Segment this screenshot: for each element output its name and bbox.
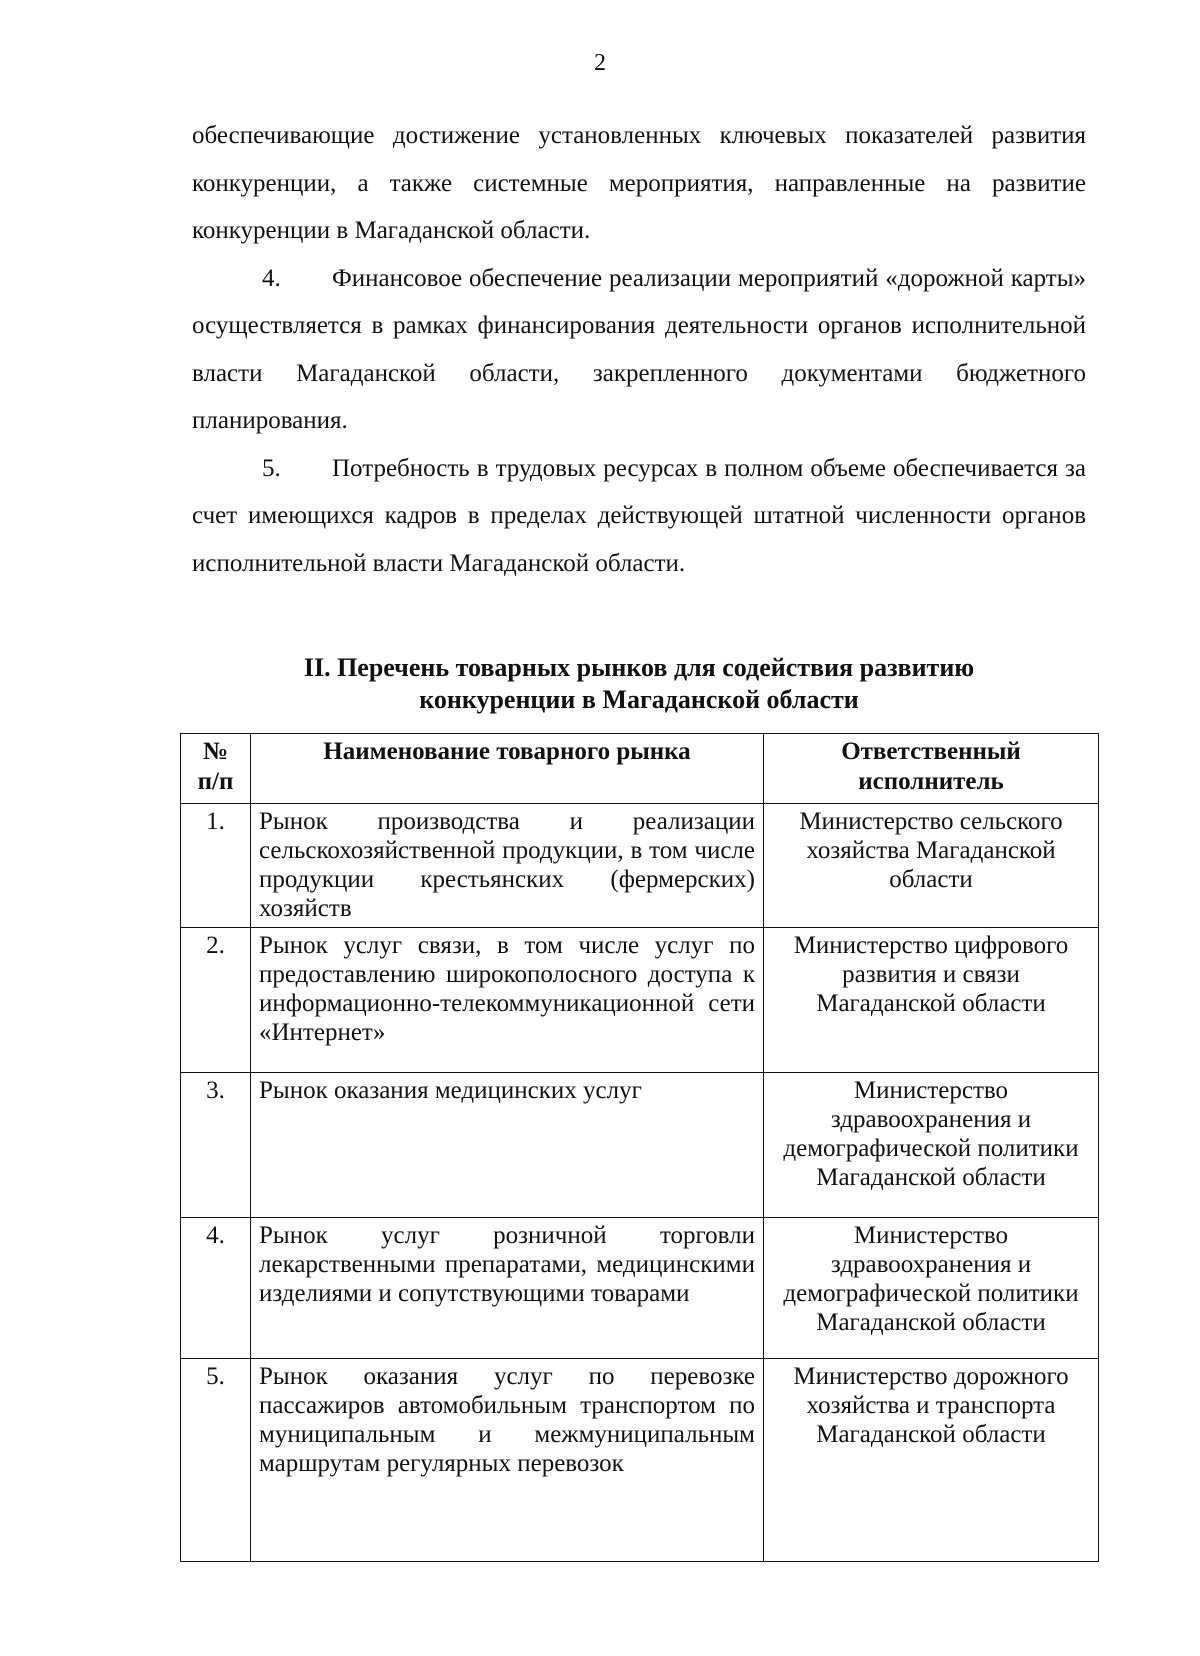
paragraph-text: Финансовое обеспечение реализации мероприятий «дорожной карты» осуществляется в рамках финансирования деятельности органов исполнительной власти Магаданской области, закрепленного документами бюджетного планирования. — [192, 264, 1086, 434]
table-row — [181, 1073, 1099, 1218]
table-header-row — [181, 734, 1099, 804]
row-number: 1. — [181, 804, 251, 928]
row-number: 5. — [181, 1359, 251, 1562]
header-market-name: Наименование товарного рынка — [251, 734, 764, 804]
responsible-executor: Министерство цифрового развития и связи Магаданской области — [764, 928, 1099, 1073]
header-executor: Ответственный исполнитель — [764, 734, 1099, 804]
header-number-line-1: № — [202, 738, 229, 765]
paragraph-4 — [192, 255, 1086, 445]
market-name: Рынок оказания услуг по перевозке пассажиров автомобильным транспортом по муниципальным и межмуниципальным маршрутам регулярных перевозок — [251, 1359, 764, 1562]
paragraph-text: обеспечивающие достижение установленных ключевых показателей развития конкуренции, а также системные мероприятия, направленные на развитие конкуренции в Магаданской области. — [192, 122, 1086, 244]
header-number-line-2: п/п — [197, 768, 234, 795]
responsible-executor: Министерство дорожного хозяйства и транспорта Магаданской области — [764, 1359, 1099, 1562]
row-number: 2. — [181, 928, 251, 1073]
paragraph-number: 5. — [262, 454, 281, 482]
row-number: 3. — [181, 1073, 251, 1218]
body-text — [192, 112, 1086, 587]
page-number: 2 — [594, 50, 606, 76]
row-number: 4. — [181, 1218, 251, 1359]
table-row — [181, 804, 1099, 928]
paragraph-continuation — [192, 112, 1086, 255]
section-heading — [192, 652, 1086, 716]
market-name: Рынок услуг связи, в том числе услуг по предоставлению широкополосного доступа к информационно-телекоммуникационной сети «Интернет» — [251, 928, 764, 1073]
responsible-executor: Министерство здравоохранения и демографической политики Магаданской области — [764, 1073, 1099, 1218]
responsible-executor: Министерство сельского хозяйства Магаданской области — [764, 804, 1099, 928]
table-row — [181, 928, 1099, 1073]
paragraph-text: Потребность в трудовых ресурсах в полном объеме обеспечивается за счет имеющихся кадров в пределах действующей штатной численности органов исполнительной власти Магаданской области. — [192, 454, 1086, 577]
market-name: Рынок производства и реализации сельскохозяйственной продукции, в том числе продукции крестьянских (фермерских) хозяйств — [251, 804, 764, 928]
table-row — [181, 1218, 1099, 1359]
paragraph-number: 4. — [262, 264, 281, 292]
header-number — [181, 734, 251, 804]
market-name: Рынок услуг розничной торговли лекарственными препаратами, медицинскими изделиями и сопутствующими товарами — [251, 1218, 764, 1359]
section-heading-line-1: II. Перечень товарных рынков для содействия развитию — [303, 653, 975, 682]
section-heading-line-2: конкуренции в Магаданской области — [419, 685, 859, 714]
markets-table — [180, 733, 1099, 1562]
market-name: Рынок оказания медицинских услуг — [251, 1073, 764, 1218]
responsible-executor: Министерство здравоохранения и демографической политики Магаданской области — [764, 1218, 1099, 1359]
table-row — [181, 1359, 1099, 1562]
paragraph-5 — [192, 445, 1086, 588]
